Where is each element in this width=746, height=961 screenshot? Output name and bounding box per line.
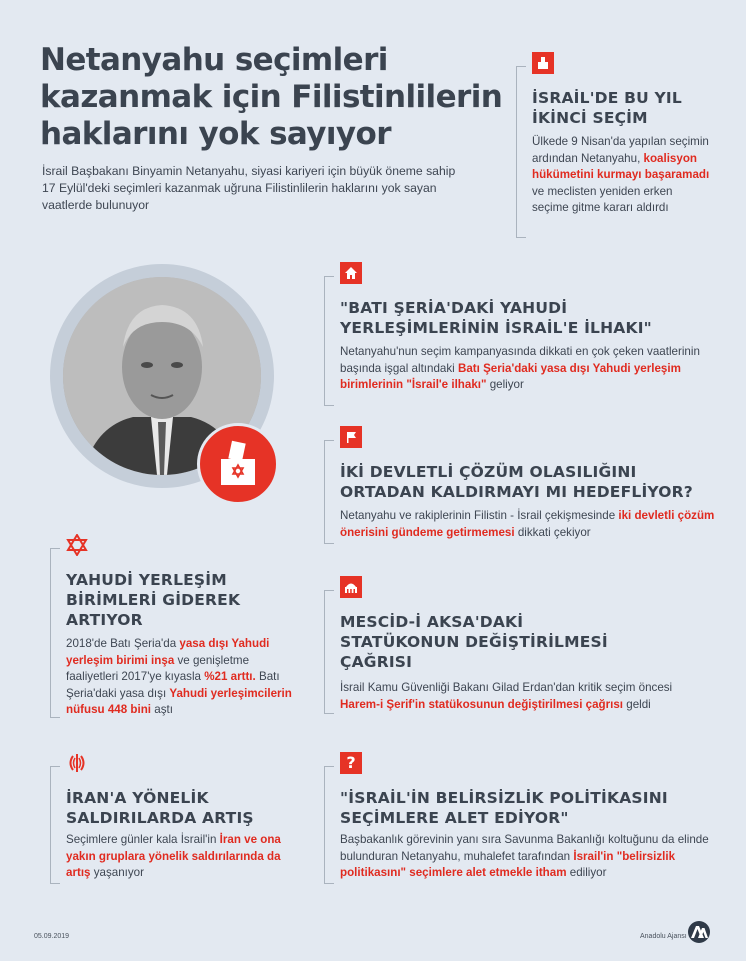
publication-date: 05.09.2019 bbox=[34, 933, 70, 940]
ballot-badge bbox=[197, 423, 279, 505]
card-body: Seçimlere günler kala İsrail'in İran ve ona yakın gruplara yönelik saldırılarında da artış yaşanıyor bbox=[66, 833, 281, 879]
card-bracket bbox=[324, 590, 334, 714]
card-heading: İSRAİL'DE BU YIL İKİNCİ SEÇİM bbox=[532, 89, 682, 127]
question-mark-icon: ? bbox=[340, 752, 362, 774]
mosque-icon bbox=[340, 576, 362, 598]
house-icon bbox=[340, 262, 362, 284]
card-body: Ülkede 9 Nisan'da yapılan seçimin ardından Netanyahu, koalisyon hükümetini kurmayı başaramadı ve meclisten yeniden erken seçime gitme kararı aldırdı bbox=[532, 135, 710, 214]
card-body: 2018'de Batı Şeria'da yasa dışı Yahudi yerleşim birimi inşa ve genişletme faaliyetleri 2017'ye kıyasla %21 arttı. Batı Şeria'daki yasa dışı Yahudi yerleşimcilerin nüfusu 448 bini aştı bbox=[66, 637, 292, 716]
ballot-box-star-icon bbox=[213, 439, 263, 489]
card-heading: "BATI ŞERİA'DAKİ YAHUDİ YERLEŞİMLERİNİN İSRAİL'E İLHAKI" bbox=[340, 299, 652, 337]
page-title: Netanyahu seçimleri kazanmak için Filistinlilerin haklarını yok sayıyor bbox=[40, 42, 503, 152]
card-body: Başbakanlık görevinin yanı sıra Savunma Bakanlığı koltuğunu da elinde bulunduran Netanyahu, muhalefet tarafından İsrail'in "belirsizlik politikasını" seçimlere alet etmekle itham ediliyor bbox=[340, 833, 709, 879]
iran-emblem-icon bbox=[66, 752, 88, 774]
card-bracket bbox=[324, 440, 334, 544]
card-bracket bbox=[324, 276, 334, 406]
card-body: İsrail Kamu Güvenliği Bakanı Gilad Erdan'dan kritik seçim öncesi Harem-i Şerif'in statükosunun değiştirilmesi çağrısı geldi bbox=[340, 681, 673, 711]
anadolu-agency-logo bbox=[685, 920, 713, 944]
agency-name: Anadolu Ajansı bbox=[640, 933, 687, 940]
card-bracket bbox=[516, 66, 526, 238]
flag-icon bbox=[340, 426, 362, 448]
star-of-david-icon bbox=[66, 534, 88, 556]
card-heading: İKİ DEVLETLİ ÇÖZÜM OLASILIĞINI ORTADAN KALDIRMAYI MI HEDEFLİYOR? bbox=[340, 463, 693, 501]
card-body: Netanyahu'nun seçim kampanyasında dikkati en çok çeken vaatlerinin başında işgal altındaki Batı Şeria'daki yasa dışı Yahudi yerleşim birimlerinin "İsrail'e ilhakı" geliyor bbox=[340, 345, 700, 391]
card-body: Netanyahu ve rakiplerinin Filistin - İsrail çekişmesinde iki devletli çözüm önerisini gündeme getirmemesi dikkati çekiyor bbox=[340, 509, 715, 539]
ballot-box-icon bbox=[532, 52, 554, 74]
card-bracket bbox=[50, 548, 60, 718]
card-heading: İRAN'A YÖNELİK SALDIRILARDA ARTIŞ bbox=[66, 789, 254, 827]
card-bracket bbox=[324, 766, 334, 884]
card-heading: "İSRAİL'İN BELİRSİZLİK POLİTİKASINI SEÇİMLERE ALET EDİYOR" bbox=[340, 789, 668, 827]
card-heading: YAHUDİ YERLEŞİM BİRİMLERİ GİDEREK ARTIYOR bbox=[66, 571, 241, 629]
card-bracket bbox=[50, 766, 60, 884]
page-subtitle: İsrail Başbakanı Binyamin Netanyahu, siyasi kariyeri için büyük öneme sahip 17 Eylül'deki seçimleri kazanmak uğruna Filistinlilerin haklarını yok sayan vaatlerde bulunuyor bbox=[42, 164, 456, 212]
card-heading: MESCİD-İ AKSA'DAKİ STATÜKONUN DEĞİŞTİRİLMESİ ÇAĞRISI bbox=[340, 613, 608, 671]
